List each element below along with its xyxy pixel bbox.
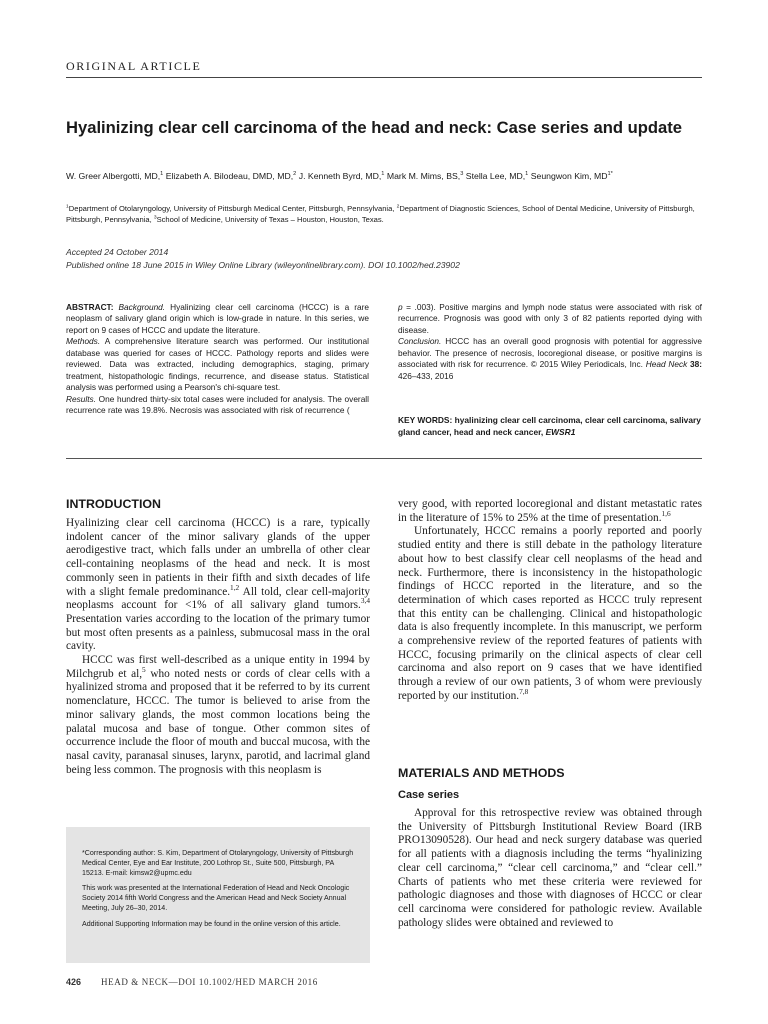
author-name: W. Greer Albergotti, MD,: [66, 171, 161, 181]
abstract-background-label: Background.: [118, 302, 166, 312]
abstract-conclusion-label: Conclusion.: [398, 336, 442, 347]
abstract-divider: [66, 458, 702, 459]
page-footer: [66, 977, 318, 987]
top-divider: [66, 77, 702, 78]
supporting-info-note: Additional Supporting Information may be found in the online version of this article.: [82, 919, 341, 928]
abstract-results-text: One hundred thirty-six total cases were included for analysis. The overall recurrence rate was 19.8%. Necrosis was associated with risk of recurrence (: [66, 393, 369, 416]
affil-text: Department of Diagnostic Sciences, School of Dental Medicine, University of Pittsburgh, Pittsburgh, Pennsylvania,: [66, 204, 695, 224]
abstract-conclusion-text: HCCC has an overall good prognosis with potential for aggressive behavior. The presence of necrosis, locoregional disease, or positive margins is associated with risk for recurrence. © 2015 Wiley Periodicals, Inc.: [398, 336, 702, 370]
case-series-subheading: Case series: [398, 789, 460, 801]
presentation-note: This work was presented at the International Federation of Head and Neck Oncologic Society 2014 fifth World Congress and the American Head and Neck Society Annual Meeting, July 26–30, 2014.: [82, 884, 350, 912]
intro-paragraph: Unfortunately, HCCC remains a poorly reported and poorly studied entity and there is still debate in the pathology literature about how to best classify clear cell neoplasms of the head and neck. Furthermore, there is inconsistency in the histopathologic findings of HCCC reported in the literature, and so the determination of which cases reported as HCCC truly represent that this entity can be challenging. Clinical and histopathologic data is also frequently incomplete. In this manuscript, we perform a comprehensive review of the reported features of patients with HCCC, focusing primarily on the clinical aspects of clear cell carcinoma and also report on 9 cases that we have identified through a review of our own patients, 3 of whom were previously reported by our institution.$^{7,8}$: [398, 525, 702, 702]
author-affil-sup: 1: [381, 171, 385, 178]
author-list: [66, 171, 706, 181]
intro-paragraph: very good, with reported locoregional and distant metastatic rates in the literature of 15% to 25% at the time of presentation.$^{1,6}$: [398, 498, 702, 524]
abstract-methods-label: Methods.: [66, 336, 101, 347]
author-name: Mark M. Mims, BS,: [384, 171, 461, 181]
intro-paragraph: Hyalinizing clear cell carcinoma (HCCC) is a rare, typically indolent cancer of the minor salivary glands of the upper aerodigestive tract, which falls under an umbrella of other clear cell-containing neoplasms of the head and neck. It is most commonly seen in patients in their fifth and sixth decades of life with a slight female predominance.$^{1,2}$ All told, clear cell-majority neoplasms account for <1% of all salivary gland tumors.$^{3,4}$ Presentation varies according to the location of the primary tumor but most often presents as a painless, submucosal mass in the oral cavity.: [66, 517, 371, 653]
keywords-text: hyalinizing clear cell carcinoma, clear cell carcinoma, salivary gland cancer, head and neck cancer,: [398, 415, 701, 437]
published-date: Published online 18 June 2015 in Wiley Online Library (wileyonlinelibrary.com). DOI 10.1002/hed.23902: [66, 260, 460, 270]
corr-text: S. Kim, Department of Otolaryngology, University of Pittsburgh Medical Center, Eye and Ear Institute, 200 Lothrop St., Suite 500, Pittsburgh, PA 15213. E-mail: kimsw2@upmc.edu: [82, 849, 354, 877]
author-affil-sup: 1*: [607, 171, 613, 178]
abstract-label: ABSTRACT:: [66, 302, 114, 312]
author-name: J. Kenneth Byrd, MD,: [296, 171, 382, 181]
corresponding-author: [82, 849, 357, 878]
affil-sup: 1: [66, 204, 69, 210]
citation-sup: 3,4: [360, 596, 370, 606]
introduction-heading: INTRODUCTION: [66, 497, 161, 511]
introduction-column-right: [398, 498, 702, 704]
introduction-column-left: [66, 517, 370, 777]
abstract-methods-text: A comprehensive literature search was performed. Our institutional database was queried for cases of HCCC. Pathology reports and slides were reviewed. Data was extracted, including demographics, staging, primary treatment, histopathologic findings, recurrence, and disease status. Statistical analysis was performed using a Pearson's chi-square test.: [66, 336, 369, 393]
footnote-content: [82, 849, 357, 936]
citation-sup: 1,6: [661, 508, 671, 518]
affil-sup: 2: [396, 204, 400, 210]
publication-dates: [66, 246, 460, 272]
abstract-p-value: p: [398, 302, 403, 312]
corr-label: *Corresponding author:: [82, 849, 156, 857]
methods-paragraph: Approval for this retrospective review was obtained through the University of Pittsburgh Institutional Review Board (IRB PRO13090528). Our head and neck surgery database was queried for all patients with a diagnosis including the terms “hyalinizing clear cell carcinoma,” “clear cell carcinoma,” and “clear cell.” Charts of patients who met these criteria were reviewed for pathologic diagnoses and those with diagnoses of HCCC or clear cell carcinoma were considered for pathologic review. Available pathology slides were obtained and reviewed to: [398, 807, 702, 929]
keywords: [398, 415, 702, 438]
abstract-results-text-cont: = .003). Positive margins and lymph node status were associated with risk of recurrence. Prognosis was good with only 3 of 82 patients reported dying with disease.: [398, 302, 702, 335]
affil-text: School of Medicine, University of Texas – Houston, Houston, Texas.: [156, 215, 384, 224]
page-number: 426: [66, 977, 82, 987]
intro-paragraph: HCCC was first well-described as a unique entity in 1994 by Milchgrub et al,$^5$ who noted nests or cords of clear cells with a hyalinized stroma and proposed that it be referred to by its current nomenclature, HCCC. The tumor is believed to arise from the minor salivary glands, the most common locations being the palatal mucosa and base of tongue. Other common sites of occurrence include the floor of mouth and buccal mucosa, with the nasal cavity, paranasal sinuses, larynx, parotid, and lacrimal gland being less common. The prognosis with this neoplasm is: [66, 654, 370, 776]
article-title: Hyalinizing clear cell carcinoma of the head and neck: Case series and update: [66, 118, 683, 137]
accepted-date: Accepted 24 October 2014: [66, 247, 169, 257]
citation-journal: Head Neck: [645, 359, 688, 370]
abstract-results-label: Results.: [66, 393, 96, 404]
author-affil-sup: 1: [160, 171, 164, 178]
methods-column: [398, 807, 702, 930]
author-affil-sup: 2: [293, 171, 297, 178]
citation-sup: 7,8: [519, 687, 529, 697]
citation-pages: 426–433, 2016: [398, 370, 454, 381]
author-affil-sup: 3: [460, 171, 464, 178]
abstract-background-text: Hyalinizing clear cell carcinoma (HCCC) is a rare neoplasm of salivary gland origin which is low-grade in nature. In this series, we report on 9 cases of HCCC and update the literature.: [66, 302, 369, 335]
methods-heading: MATERIALS AND METHODS: [398, 766, 565, 780]
affil-sup: 3: [153, 215, 157, 221]
citation-sup: 1,2: [230, 582, 240, 592]
affil-text: Department of Otolaryngology, University of Pittsburgh Medical Center, Pittsburgh, Pennsylvania,: [68, 204, 397, 213]
citation-sup: 5: [142, 664, 146, 674]
author-name: Stella Lee, MD,: [463, 171, 526, 181]
abstract-column-right: [398, 302, 702, 382]
author-name: Seungwon Kim, MD: [528, 171, 608, 181]
affiliations: [66, 203, 702, 225]
section-label: ORIGINAL ARTICLE: [66, 59, 202, 73]
keywords-label: KEY WORDS:: [398, 415, 453, 425]
keywords-last: EWSR1: [545, 426, 576, 437]
author-name: Elizabeth A. Bilodeau, DMD, MD,: [163, 171, 294, 181]
author-affil-sup: 1: [525, 171, 529, 178]
abstract-column-left: [66, 302, 369, 417]
footnote-box: [66, 827, 370, 963]
journal-line: HEAD & NECK—DOI 10.1002/HED MARCH 2016: [101, 977, 318, 987]
citation-volume: 38:: [687, 359, 703, 370]
